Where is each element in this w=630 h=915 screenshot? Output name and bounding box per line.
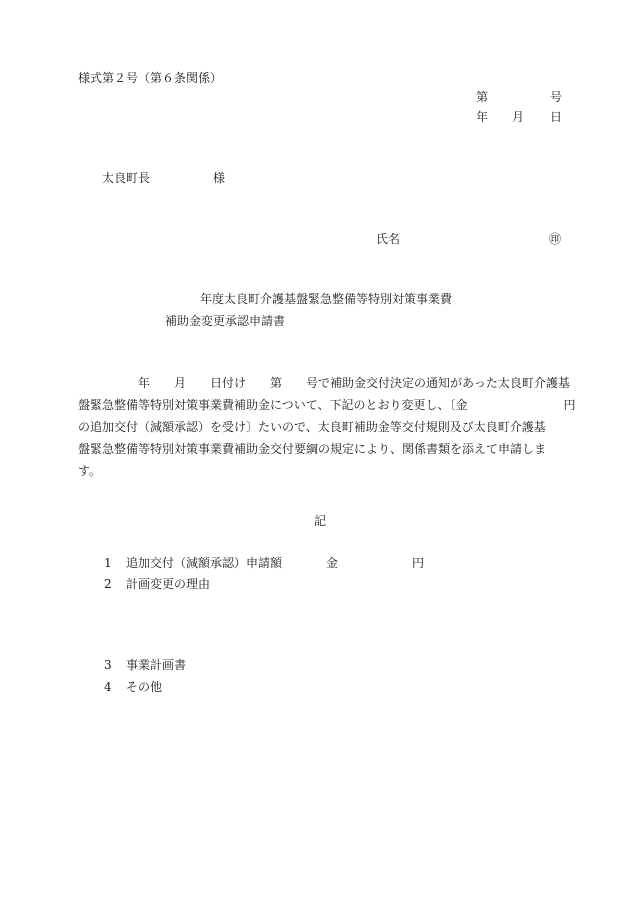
body-paragraph bbox=[78, 372, 576, 482]
amount-unit: 円 bbox=[412, 556, 425, 570]
doc-number-suffix: 号 bbox=[550, 90, 563, 104]
amount-prefix: 金 bbox=[326, 556, 339, 570]
ki-heading: 記 bbox=[314, 514, 327, 528]
item-label: 追加交付（減額承認）申請額 bbox=[126, 556, 283, 570]
body-line-1: 年 月 日付け 第 号で補助金交付決定の通知があった太良町介護基 bbox=[78, 376, 570, 390]
body-line-4: 盤緊急整備等特別対策事業費補助金交付要綱の規定により、関係書類を添えて申請しま bbox=[78, 442, 547, 456]
applicant-name-label: 氏名 bbox=[376, 232, 401, 246]
body-line-5: す。 bbox=[78, 464, 102, 478]
date-month: 月 bbox=[512, 110, 525, 124]
date-day: 日 bbox=[550, 110, 563, 124]
item-label: 計画変更の理由 bbox=[126, 577, 211, 591]
date-year: 年 bbox=[476, 110, 489, 124]
item-number: 2 bbox=[104, 577, 112, 591]
item-number: 1 bbox=[104, 556, 112, 570]
item-label: 事業計画書 bbox=[126, 658, 187, 672]
doc-number-prefix: 第 bbox=[476, 90, 489, 104]
addressee-name: 太良町長 bbox=[102, 171, 151, 185]
item-label: その他 bbox=[126, 680, 163, 694]
title-line-2: 補助金変更承認申請書 bbox=[165, 314, 286, 328]
title-line-1: 年度太良町介護基盤緊急整備等特別対策事業費 bbox=[200, 292, 453, 306]
seal-mark: ㊞ bbox=[549, 232, 562, 246]
addressee-honorific: 様 bbox=[213, 171, 226, 185]
form-id: 様式第２号（第６条関係） bbox=[78, 71, 223, 85]
body-line-3: の追加交付（減額承認）を受け〕たいので、太良町補助金等交付規則及び太良町介護基 bbox=[78, 420, 546, 434]
item-number: 3 bbox=[104, 658, 112, 672]
body-line-2: 盤緊急整備等特別対策事業費補助金について、下記のとおり変更し、〔金 円 bbox=[78, 398, 576, 412]
item-number: 4 bbox=[104, 680, 112, 694]
